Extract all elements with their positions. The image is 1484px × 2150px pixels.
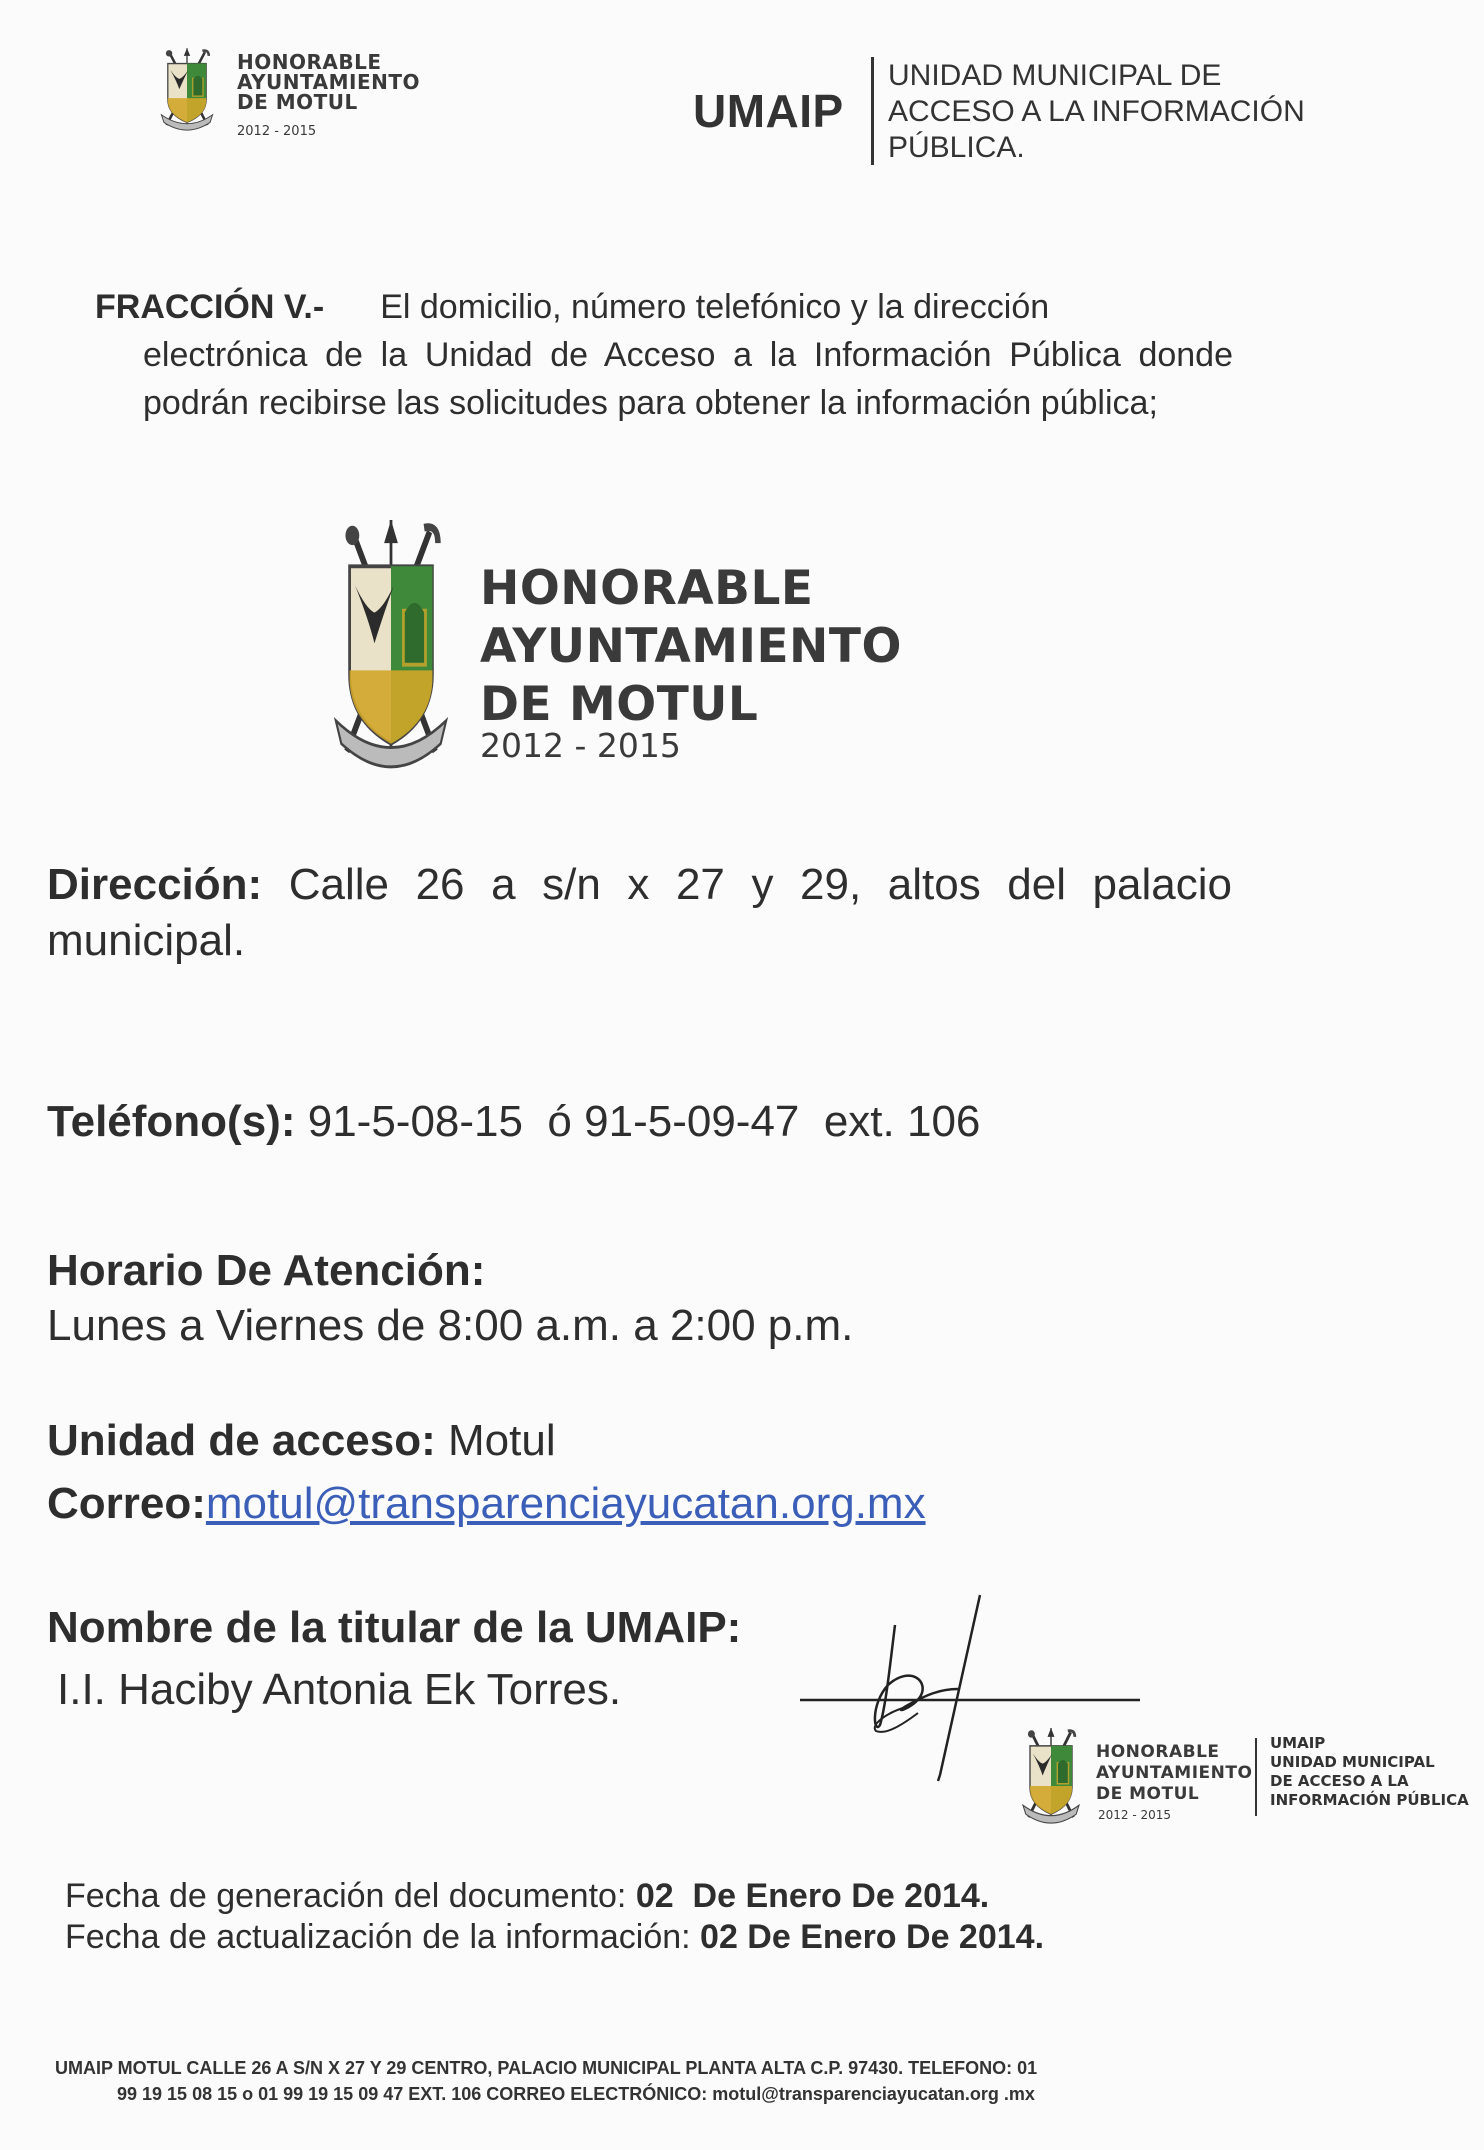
correo-link[interactable]: motul@transparenciayucatan.org.mx <box>205 1479 926 1528</box>
direccion <box>47 857 1232 969</box>
unidad-acceso <box>47 1413 556 1469</box>
stamp-org-name: HONORABLE AYUNTAMIENTO DE MOTUL <box>1096 1742 1253 1804</box>
unidad-label: Unidad de acceso: <box>47 1416 436 1465</box>
header-years: 2012 - 2015 <box>237 124 317 139</box>
correo <box>47 1476 926 1532</box>
telefono-label: Teléfono(s): <box>47 1097 296 1146</box>
fraccion-first-line: El domicilio, número telefónico y la dirección <box>380 288 1050 326</box>
crest-icon <box>1016 1728 1086 1832</box>
stamp-years: 2012 - 2015 <box>1098 1808 1172 1822</box>
fraccion-rest: electrónica de la Unidad de Acceso a la Información Pública donde podrán recibirse las solicitudes para obtener la información pública; <box>143 336 1233 422</box>
horario-label: Horario De Atención: <box>47 1246 486 1295</box>
direccion-label: Dirección: <box>47 860 263 909</box>
fecha-generacion-label: Fecha de generación del documento: <box>65 1877 627 1915</box>
telefono <box>47 1094 980 1150</box>
fecha-actualizacion <box>65 1918 1044 1957</box>
logo-years: 2012 - 2015 <box>480 726 681 765</box>
footer-address <box>55 2055 1255 2107</box>
direccion-value: Calle 26 a s/n x 27 y 29, altos del palacio municipal. <box>47 860 1232 965</box>
header-org-name: HONORABLE AYUNTAMIENTO DE MOTUL <box>237 50 420 114</box>
correo-label: Correo: <box>47 1479 206 1528</box>
titular-name: I.I. Haciby Antonia Ek Torres. <box>57 1665 622 1714</box>
unidad-value: Motul <box>448 1416 556 1465</box>
header-umaip: UMAIP <box>693 85 844 137</box>
stamp-unit: UMAIP UNIDAD MUNICIPAL DE ACCESO A LA INFORMACIÓN PÚBLICA <box>1270 1734 1469 1809</box>
footer-line1: UMAIP MOTUL CALLE 26 A S/N X 27 Y 29 CENTRO, PALACIO MUNICIPAL PLANTA ALTA C.P. 97430. TELEFONO: 01 <box>55 2058 1038 2078</box>
fraccion-text <box>95 283 1233 427</box>
horario-value: Lunes a Viernes de 8:00 a.m. a 2:00 p.m. <box>47 1301 854 1350</box>
logo-org-name: HONORABLE AYUNTAMIENTO DE MOTUL <box>480 561 902 732</box>
stamp-divider <box>1255 1738 1257 1816</box>
fecha-generacion-value: 02 De Enero De 2014. <box>635 1877 990 1915</box>
fecha-generacion <box>65 1877 989 1916</box>
fecha-actualizacion-label: Fecha de actualización de la información: <box>65 1918 691 1956</box>
header-divider <box>871 57 874 165</box>
fraccion-label: FRACCIÓN V.- <box>95 288 325 326</box>
crest-icon <box>155 33 219 153</box>
footer-line2: 99 19 15 08 15 o 01 99 19 15 09 47 EXT. 106 CORREO ELECTRÓNICO: motul@transparenciayucatan.org .mx <box>117 2084 1035 2104</box>
telefono-value: 91-5-08-15 ó 91-5-09-47 ext. 106 <box>307 1097 981 1146</box>
fecha-actualizacion-value: 02 De Enero De 2014. <box>700 1918 1045 1956</box>
crest-icon <box>322 520 460 790</box>
header-unit-name: UNIDAD MUNICIPAL DE ACCESO A LA INFORMACIÓN PÚBLICA. <box>888 59 1305 164</box>
titular-label: Nombre de la titular de la UMAIP: <box>47 1603 742 1652</box>
